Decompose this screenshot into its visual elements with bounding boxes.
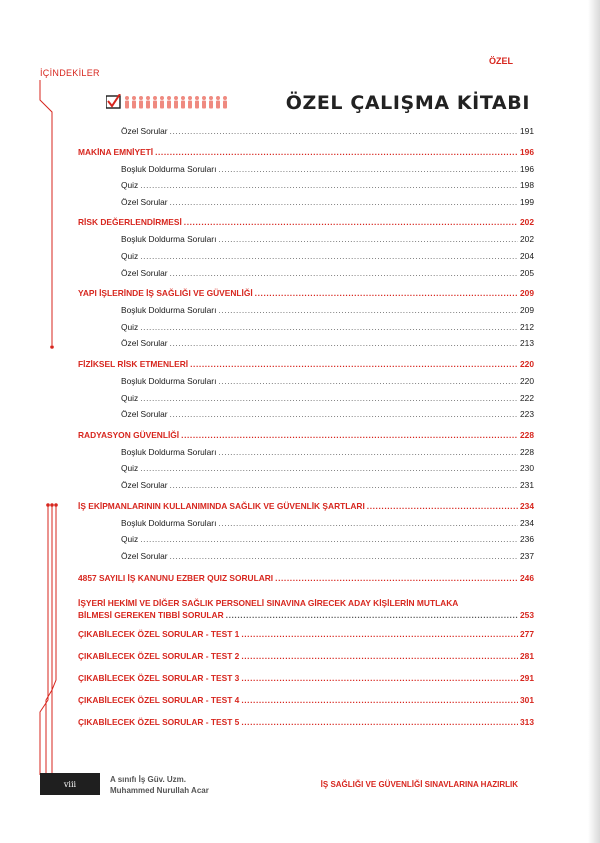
toc-entry-title: Özel Sorular bbox=[121, 267, 168, 278]
toc-entry-page: 291 bbox=[520, 673, 534, 684]
toc-leader-dots bbox=[367, 501, 518, 511]
book-logo bbox=[106, 94, 236, 112]
toc-entry-page: 277 bbox=[520, 629, 534, 640]
toc-leader-dots bbox=[241, 717, 518, 727]
toc-entry-page: 313 bbox=[520, 717, 534, 728]
toc-leader-dots bbox=[170, 197, 518, 207]
toc-leader-dots bbox=[170, 551, 518, 561]
person-icon bbox=[125, 96, 129, 109]
toc-entry-title: Quiz bbox=[121, 180, 139, 191]
toc-subentry[interactable] bbox=[78, 551, 534, 568]
toc-subentry[interactable] bbox=[78, 338, 534, 355]
toc-entry[interactable] bbox=[78, 573, 534, 589]
toc-entry-title: 4857 SAYILI İŞ KANUNU EZBER QUIZ SORULARI bbox=[78, 573, 274, 584]
toc-entry-page: 301 bbox=[520, 695, 534, 706]
toc-subentry[interactable] bbox=[78, 534, 534, 551]
toc-entry-page: 228 bbox=[520, 446, 534, 457]
toc-entry-page: 230 bbox=[520, 463, 534, 474]
toc-leader-dots bbox=[255, 288, 518, 298]
toc-entry-title: Quiz bbox=[121, 534, 139, 545]
toc-entry[interactable] bbox=[78, 629, 534, 645]
toc-entry-page: 191 bbox=[520, 126, 534, 136]
toc-entry-page: 231 bbox=[520, 479, 534, 490]
author-name: Muhammed Nurullah Acar bbox=[110, 786, 209, 795]
toc-subentry[interactable] bbox=[78, 393, 534, 410]
toc-subentry[interactable] bbox=[78, 376, 534, 393]
page-edge-shadow bbox=[588, 0, 600, 843]
toc-entry-title: ÇIKABİLECEK ÖZEL SORULAR - TEST 5 bbox=[78, 717, 240, 728]
toc-entry-title: Quiz bbox=[121, 321, 139, 332]
toc-subentry[interactable] bbox=[78, 518, 534, 535]
toc-entry[interactable] bbox=[78, 147, 534, 164]
toc-leader-dots bbox=[140, 393, 518, 403]
toc-entry-title: Quiz bbox=[121, 392, 139, 403]
footer-author bbox=[110, 774, 209, 796]
toc-leader-dots bbox=[241, 651, 518, 661]
toc-entry-title: Özel Sorular bbox=[121, 196, 168, 207]
toc-leader-dots bbox=[140, 180, 518, 190]
toc-entry-title: Quiz bbox=[121, 250, 139, 261]
toc-entry-title: İŞ EKİPMANLARININ KULLANIMINDA SAĞLIK VE GÜVENLİK ŞARTLARI bbox=[78, 500, 365, 511]
toc-entry-page: 213 bbox=[520, 338, 534, 349]
toc-leader-dots bbox=[190, 359, 518, 369]
toc-leader-dots bbox=[241, 695, 518, 705]
toc-leader-dots bbox=[170, 268, 518, 278]
toc-entry-title: Özel Sorular bbox=[121, 550, 168, 561]
toc-subentry[interactable] bbox=[78, 251, 534, 268]
toc-entry-title: Boşluk Doldurma Soruları bbox=[121, 163, 217, 174]
toc-leader-dots bbox=[218, 164, 518, 174]
toc-leader-dots bbox=[140, 251, 518, 261]
toc-entry-title: FİZİKSEL RİSK ETMENLERİ bbox=[78, 358, 189, 369]
toc-leader-dots bbox=[241, 629, 518, 639]
toc-entry-title: RİSK DEĞERLENDİRMESİ bbox=[78, 217, 182, 228]
footer-book-subtitle: İŞ SAĞLIĞI VE GÜVENLİĞİ SINAVLARINA HAZIRLIK bbox=[320, 780, 518, 789]
toc-leader-dots bbox=[218, 305, 518, 315]
book-title: ÖZEL ÇALIŞMA KİTABI bbox=[285, 92, 530, 114]
toc-subentry[interactable] bbox=[78, 268, 534, 285]
toc-entry-page: 202 bbox=[520, 217, 534, 228]
toc-entry-page: 234 bbox=[520, 517, 534, 528]
toc-entry-page: 212 bbox=[520, 321, 534, 332]
toc-subentry[interactable] bbox=[78, 305, 534, 322]
toc-subentry[interactable] bbox=[78, 126, 534, 143]
toc-entry[interactable] bbox=[78, 501, 534, 518]
toc-entry-page: 204 bbox=[520, 250, 534, 261]
toc-entry-page: 236 bbox=[520, 534, 534, 545]
toc-leader-dots bbox=[226, 609, 518, 621]
toc-leader-dots bbox=[140, 463, 518, 473]
toc-entry-title: Özel Sorular bbox=[121, 479, 168, 490]
toc-subentry[interactable] bbox=[78, 409, 534, 426]
page-number: viii bbox=[63, 779, 77, 789]
toc-entry-multiline[interactable] bbox=[78, 597, 534, 623]
toc-leader-dots bbox=[218, 376, 518, 386]
toc-entry-title: Özel Sorular bbox=[121, 126, 168, 136]
toc-leader-dots bbox=[181, 430, 518, 440]
toc-subentry[interactable] bbox=[78, 322, 534, 339]
toc-entry-title: Özel Sorular bbox=[121, 409, 168, 420]
toc-subentry[interactable] bbox=[78, 480, 534, 497]
toc-entry-title: Boşluk Doldurma Soruları bbox=[121, 305, 217, 316]
toc-entry[interactable] bbox=[78, 359, 534, 376]
toc-leader-dots bbox=[170, 480, 518, 490]
toc-entry[interactable] bbox=[78, 695, 534, 711]
toc-entry-title: ÇIKABİLECEK ÖZEL SORULAR - TEST 4 bbox=[78, 695, 240, 706]
toc-entry-title: Boşluk Doldurma Soruları bbox=[121, 375, 217, 386]
toc-entry-page: 209 bbox=[520, 288, 534, 299]
toc-entry-page: 209 bbox=[520, 305, 534, 316]
toc-entry-title: YAPI İŞLERİNDE İŞ SAĞLIĞI VE GÜVENLİĞİ bbox=[78, 288, 253, 299]
toc-leader-dots bbox=[184, 217, 518, 227]
toc-entry-title: Boşluk Doldurma Soruları bbox=[121, 446, 217, 457]
toc-entry-title: MAKİNA EMNİYETİ bbox=[78, 146, 154, 157]
toc-subentry[interactable] bbox=[78, 197, 534, 214]
toc-leader-dots bbox=[218, 447, 518, 457]
toc-subentry[interactable] bbox=[78, 447, 534, 464]
toc-subentry[interactable] bbox=[78, 463, 534, 480]
toc-subentry[interactable] bbox=[78, 180, 534, 197]
toc-leader-dots bbox=[218, 234, 518, 244]
toc-leader-dots bbox=[218, 518, 518, 528]
toc-entry-page: 199 bbox=[520, 196, 534, 207]
toc-entry-page: 220 bbox=[520, 375, 534, 386]
toc-entry-title-line1: İŞYERİ HEKİMİ VE DİĞER SAĞLIK PERSONELİ SINAVINA GİRECEK ADAY KİŞİLERİN MUTLAKA bbox=[78, 598, 459, 609]
toc-leader-dots bbox=[170, 409, 518, 419]
toc-entry-title: Özel Sorular bbox=[121, 338, 168, 349]
toc-entry[interactable] bbox=[78, 288, 534, 305]
toc-entry-page: 205 bbox=[520, 267, 534, 278]
toc-leader-dots bbox=[155, 147, 518, 157]
toc-entry-page: 228 bbox=[520, 429, 534, 440]
toc-entry-title: RADYASYON GÜVENLİĞİ bbox=[78, 429, 180, 440]
toc-entry-title: Boşluk Doldurma Soruları bbox=[121, 234, 217, 245]
toc-entry-page: 223 bbox=[520, 409, 534, 420]
toc-entry-page: 246 bbox=[520, 573, 534, 584]
toc-subentry[interactable] bbox=[78, 234, 534, 251]
toc-entry-title: ÇIKABİLECEK ÖZEL SORULAR - TEST 2 bbox=[78, 651, 240, 662]
toc-entry-page: 222 bbox=[520, 392, 534, 403]
toc-leader-dots bbox=[140, 322, 518, 332]
toc-entry[interactable] bbox=[78, 651, 534, 667]
author-title: A sınıfı İş Güv. Uzm. bbox=[110, 775, 187, 784]
toc-entry[interactable] bbox=[78, 673, 534, 689]
toc-entry-page: 237 bbox=[520, 550, 534, 561]
toc-leader-dots bbox=[170, 338, 518, 348]
toc-entry-title: Quiz bbox=[121, 463, 139, 474]
toc-subentry[interactable] bbox=[78, 164, 534, 181]
table-of-contents bbox=[78, 126, 534, 733]
page-number-badge bbox=[40, 773, 100, 795]
toc-entry-page: 196 bbox=[520, 146, 534, 157]
toc-leader-dots bbox=[275, 573, 518, 583]
toc-entry[interactable] bbox=[78, 217, 534, 234]
toc-entry-title: ÇIKABİLECEK ÖZEL SORULAR - TEST 1 bbox=[78, 629, 240, 640]
toc-entry-page: 202 bbox=[520, 234, 534, 245]
toc-entry-page: 253 bbox=[520, 610, 534, 621]
toc-entry-page: 220 bbox=[520, 358, 534, 369]
toc-entry[interactable] bbox=[78, 717, 534, 733]
toc-entry[interactable] bbox=[78, 430, 534, 447]
header-top-right: ÖZEL bbox=[489, 56, 513, 66]
toc-entry-page: 234 bbox=[520, 500, 534, 511]
toc-leader-dots bbox=[170, 126, 518, 136]
toc-entry-title: Boşluk Doldurma Soruları bbox=[121, 517, 217, 528]
toc-leader-dots bbox=[140, 534, 518, 544]
toc-leader-dots bbox=[241, 673, 518, 683]
toc-entry-title: ÇIKABİLECEK ÖZEL SORULAR - TEST 3 bbox=[78, 673, 240, 684]
toc-entry-title: BİLMESİ GEREKEN TIBBİ SORULAR bbox=[78, 610, 224, 621]
toc-label: İÇİNDEKİLER bbox=[40, 68, 100, 78]
toc-entry-page: 196 bbox=[520, 163, 534, 174]
toc-entry-page: 198 bbox=[520, 180, 534, 191]
toc-entry-page: 281 bbox=[520, 651, 534, 662]
